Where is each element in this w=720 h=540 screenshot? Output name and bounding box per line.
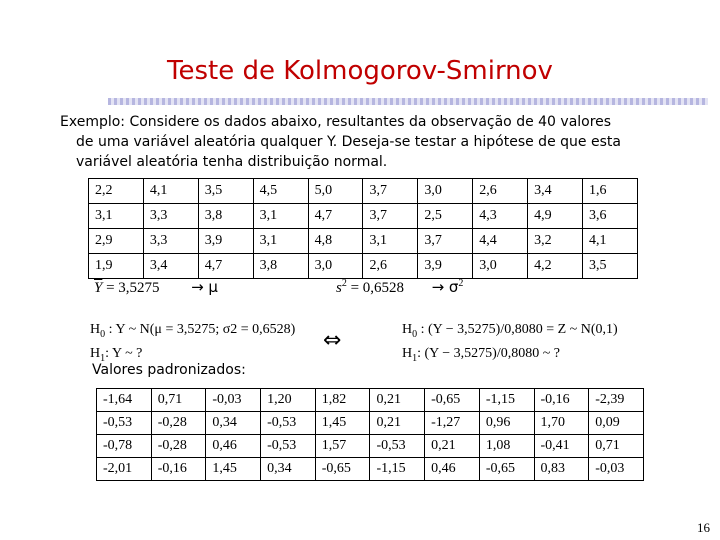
page-number: 16 bbox=[697, 520, 710, 535]
table-cell: 3,9 bbox=[418, 254, 473, 279]
table-cell: 4,5 bbox=[253, 179, 308, 204]
table-cell: 3,0 bbox=[473, 254, 528, 279]
table-cell: 1,20 bbox=[261, 389, 316, 412]
table-cell: 3,0 bbox=[418, 179, 473, 204]
variance-estimates: → σ bbox=[431, 278, 459, 296]
table-cell: -0,28 bbox=[151, 435, 206, 458]
table-cell: 0,71 bbox=[151, 389, 206, 412]
sample-mean bbox=[94, 278, 218, 297]
table-cell: 1,45 bbox=[315, 412, 370, 435]
observed-values-table bbox=[88, 178, 638, 279]
variance-exponent: 2 bbox=[341, 278, 347, 289]
h0-left-label: H bbox=[90, 322, 101, 337]
standardized-values-table bbox=[96, 388, 644, 481]
table-cell: 0,34 bbox=[206, 412, 261, 435]
table-cell: 3,1 bbox=[253, 204, 308, 229]
table-cell: -0,41 bbox=[534, 435, 589, 458]
h1-right bbox=[402, 344, 618, 368]
table-row bbox=[89, 204, 638, 229]
mean-value: = 3,5275 bbox=[106, 280, 160, 296]
h0-right bbox=[402, 320, 618, 344]
table-cell: 3,1 bbox=[363, 229, 418, 254]
table-cell: 0,46 bbox=[425, 458, 480, 481]
table-cell: 3,1 bbox=[89, 204, 144, 229]
table-cell: 4,1 bbox=[143, 179, 198, 204]
table-cell: 0,83 bbox=[534, 458, 589, 481]
table-cell: 0,21 bbox=[425, 435, 480, 458]
table-cell: 4,3 bbox=[473, 204, 528, 229]
table-cell: 1,45 bbox=[206, 458, 261, 481]
table-cell: 3,7 bbox=[363, 204, 418, 229]
table-cell: -0,65 bbox=[315, 458, 370, 481]
table-cell: 0,21 bbox=[370, 389, 425, 412]
h1-right-label: H bbox=[402, 345, 413, 361]
table-cell: 1,70 bbox=[534, 412, 589, 435]
table-cell: 1,6 bbox=[583, 179, 638, 204]
h1-left-text: : Y ~ ? bbox=[105, 345, 143, 361]
h1-left-label: H bbox=[90, 345, 101, 361]
table-cell: -2,39 bbox=[589, 389, 644, 412]
table-cell: 3,7 bbox=[418, 229, 473, 254]
mean-estimates: → μ bbox=[191, 278, 218, 296]
table-cell: -0,78 bbox=[97, 435, 152, 458]
table-cell: 2,6 bbox=[473, 179, 528, 204]
intro-line-3: variável aleatória tenha distribuição normal. bbox=[76, 154, 388, 170]
table-cell: 1,08 bbox=[479, 435, 534, 458]
table-cell: -0,03 bbox=[206, 389, 261, 412]
table-cell: 4,7 bbox=[308, 204, 363, 229]
table-cell: 4,7 bbox=[198, 254, 253, 279]
h0-right-text: : (Y − 3,5275)/0,8080 = Z ~ N(0,1) bbox=[417, 322, 618, 337]
table-row bbox=[89, 254, 638, 279]
table-cell: 0,34 bbox=[261, 458, 316, 481]
table-row bbox=[97, 412, 644, 435]
h0-left-text: : Y ~ N(μ = 3,5275; σ2 = 0,6528) bbox=[105, 322, 296, 337]
intro-line-1: Exemplo: Considere os dados abaixo, resultantes da observação de 40 valores bbox=[60, 114, 612, 130]
table-cell: 0,96 bbox=[479, 412, 534, 435]
table-cell: 3,9 bbox=[198, 229, 253, 254]
table-row bbox=[97, 458, 644, 481]
table-row bbox=[89, 229, 638, 254]
table-cell: -1,15 bbox=[370, 458, 425, 481]
table-cell: 4,2 bbox=[528, 254, 583, 279]
table-cell: 0,09 bbox=[589, 412, 644, 435]
table-cell: 2,6 bbox=[363, 254, 418, 279]
table-cell: 1,57 bbox=[315, 435, 370, 458]
table-cell: 2,2 bbox=[89, 179, 144, 204]
intro-line-2: de uma variável aleatória qualquer Y. Deseja-se testar a hipótese de que esta bbox=[76, 134, 621, 150]
table-cell: 4,9 bbox=[528, 204, 583, 229]
table-cell: 3,4 bbox=[528, 179, 583, 204]
table-cell: 3,3 bbox=[143, 229, 198, 254]
title-underline bbox=[108, 98, 708, 105]
table-cell: 0,71 bbox=[589, 435, 644, 458]
table-cell: 1,82 bbox=[315, 389, 370, 412]
variance-value: = 0,6528 bbox=[346, 280, 405, 296]
variance-target-exponent: 2 bbox=[458, 278, 464, 289]
variance-symbol: s bbox=[336, 280, 342, 296]
h0-right-label: H bbox=[402, 322, 413, 337]
hypotheses-left bbox=[90, 320, 295, 368]
table-cell: 4,1 bbox=[583, 229, 638, 254]
standardized-heading: Valores padronizados: bbox=[92, 362, 246, 378]
intro-text bbox=[60, 112, 690, 172]
table-cell: 3,2 bbox=[528, 229, 583, 254]
table-cell: 4,4 bbox=[473, 229, 528, 254]
table-row bbox=[89, 179, 638, 204]
h0-left-sub: 0 bbox=[100, 328, 106, 340]
table-cell: 2,9 bbox=[89, 229, 144, 254]
table-cell: 3,6 bbox=[583, 204, 638, 229]
table-row bbox=[97, 389, 644, 412]
h1-left-sub: 1 bbox=[100, 352, 106, 364]
h0-right-sub: 0 bbox=[412, 328, 418, 340]
table-cell: 3,3 bbox=[143, 204, 198, 229]
table-cell: -0,16 bbox=[534, 389, 589, 412]
table-cell: -1,27 bbox=[425, 412, 480, 435]
table-cell: -0,03 bbox=[589, 458, 644, 481]
table-cell: 3,0 bbox=[308, 254, 363, 279]
table-cell: -0,53 bbox=[370, 435, 425, 458]
hypotheses-right bbox=[402, 320, 618, 368]
table-cell: -0,16 bbox=[151, 458, 206, 481]
table-cell: 3,1 bbox=[253, 229, 308, 254]
table-cell: -0,53 bbox=[261, 435, 316, 458]
table-cell: -0,53 bbox=[97, 412, 152, 435]
sample-variance bbox=[336, 278, 463, 297]
table-cell: -2,01 bbox=[97, 458, 152, 481]
h1-right-text: : (Y − 3,5275)/0,8080 ~ ? bbox=[417, 345, 561, 361]
h0-left bbox=[90, 320, 295, 344]
table-cell: 1,9 bbox=[89, 254, 144, 279]
h1-right-sub: 1 bbox=[412, 352, 418, 364]
table-cell: -0,65 bbox=[479, 458, 534, 481]
table-cell: -0,53 bbox=[261, 412, 316, 435]
equivalence-arrow-icon: ⇔ bbox=[323, 328, 342, 353]
table-cell: 3,4 bbox=[143, 254, 198, 279]
table-cell: 0,21 bbox=[370, 412, 425, 435]
table-cell: 3,5 bbox=[583, 254, 638, 279]
table-cell: 3,8 bbox=[253, 254, 308, 279]
table-cell: -0,28 bbox=[151, 412, 206, 435]
mean-symbol: $\overline{Y}$ bbox=[94, 280, 103, 296]
table-row bbox=[97, 435, 644, 458]
table-cell: 4,8 bbox=[308, 229, 363, 254]
table-cell: 2,5 bbox=[418, 204, 473, 229]
table-cell: 3,8 bbox=[198, 204, 253, 229]
table-cell: -1,64 bbox=[97, 389, 152, 412]
table-cell: 3,7 bbox=[363, 179, 418, 204]
table-cell: 5,0 bbox=[308, 179, 363, 204]
table-cell: -0,65 bbox=[425, 389, 480, 412]
table-cell: 0,46 bbox=[206, 435, 261, 458]
table-cell: -1,15 bbox=[479, 389, 534, 412]
table-cell: 3,5 bbox=[198, 179, 253, 204]
slide-title: Teste de Kolmogorov-Smirnov bbox=[167, 56, 553, 86]
